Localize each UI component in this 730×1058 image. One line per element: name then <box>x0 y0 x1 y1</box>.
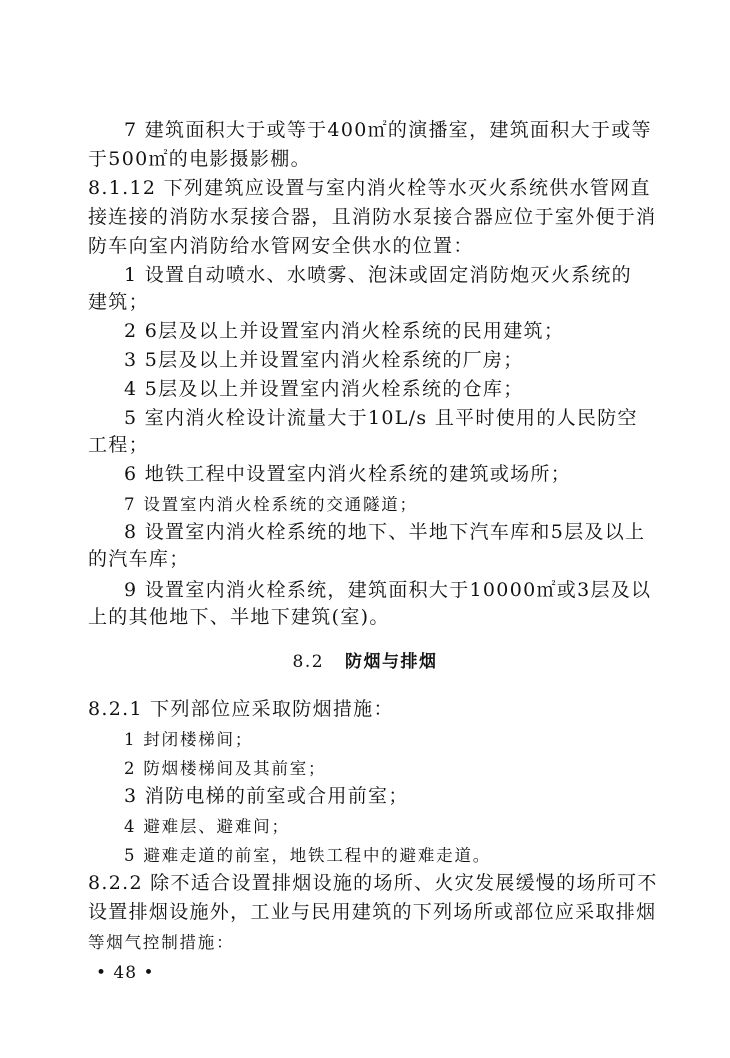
list-item: 5 室内消火栓设计流量大于10L/s 且平时使用的人民防空 <box>124 407 638 429</box>
section-number: 8.2 <box>292 652 325 672</box>
text-line: 设置排烟设施外，工业与民用建筑的下列场所或部位应采取排烟 <box>88 901 657 923</box>
list-item: 5 避难走道的前室，地铁工程中的避难走道。 <box>124 846 492 865</box>
list-item: 9 设置室内消火栓系统，建筑面积大于10000㎡或3层及以 <box>124 579 652 601</box>
page-number: • 48 • <box>96 963 155 983</box>
clause-8-2-1: 8.2.1 下列部位应采取防烟措施： <box>88 698 394 720</box>
text-line: 于500㎡的电影摄影棚。 <box>88 148 311 170</box>
text-line: 7 建筑面积大于或等于400㎡的演播室，建筑面积大于或等 <box>124 119 652 141</box>
text-line: 的汽车库； <box>88 548 190 570</box>
list-item: 4 5层及以上并设置室内消火栓系统的仓库； <box>124 378 524 400</box>
clause-8-2-2: 8.2.2 除不适合设置排烟设施的场所、火灾发展缓慢的场所可不 <box>88 872 658 894</box>
list-item: 1 封闭楼梯间； <box>124 730 254 749</box>
section-heading <box>0 650 730 674</box>
list-item: 3 5层及以上并设置室内消火栓系统的厂房； <box>124 349 524 371</box>
list-item: 2 防烟楼梯间及其前室； <box>124 759 327 778</box>
list-item: 1 设置自动喷水、水喷雾、泡沫或固定消防炮灭火系统的 <box>124 264 632 286</box>
text-line: 工程； <box>88 434 149 456</box>
text-line: 建筑； <box>88 291 149 313</box>
text-line: 防车向室内消防给水管网安全供水的位置： <box>88 235 474 257</box>
list-item: 2 6层及以上并设置室内消火栓系统的民用建筑； <box>124 320 565 342</box>
list-item: 3 消防电梯的前室或合用前室； <box>124 785 409 807</box>
list-item: 6 地铁工程中设置室内消火栓系统的建筑或场所； <box>124 463 572 485</box>
clause-8-1-12: 8.1.12 下列建筑应设置与室内消火栓等水灭火系统供水管网直 <box>88 177 651 199</box>
text-line: 等烟气控制措施： <box>88 933 235 952</box>
list-item: 7 设置室内消火栓系统的交通隧道； <box>124 495 418 514</box>
section-title: 防烟与排烟 <box>344 652 438 672</box>
list-item: 4 避难层、避难间； <box>124 817 290 836</box>
text-line: 上的其他地下、半地下建筑(室)。 <box>88 606 390 628</box>
text-line: 接连接的消防水泵接合器，且消防水泵接合器应位于室外便于消 <box>88 206 657 228</box>
list-item: 8 设置室内消火栓系统的地下、半地下汽车库和5层及以上 <box>124 521 646 543</box>
